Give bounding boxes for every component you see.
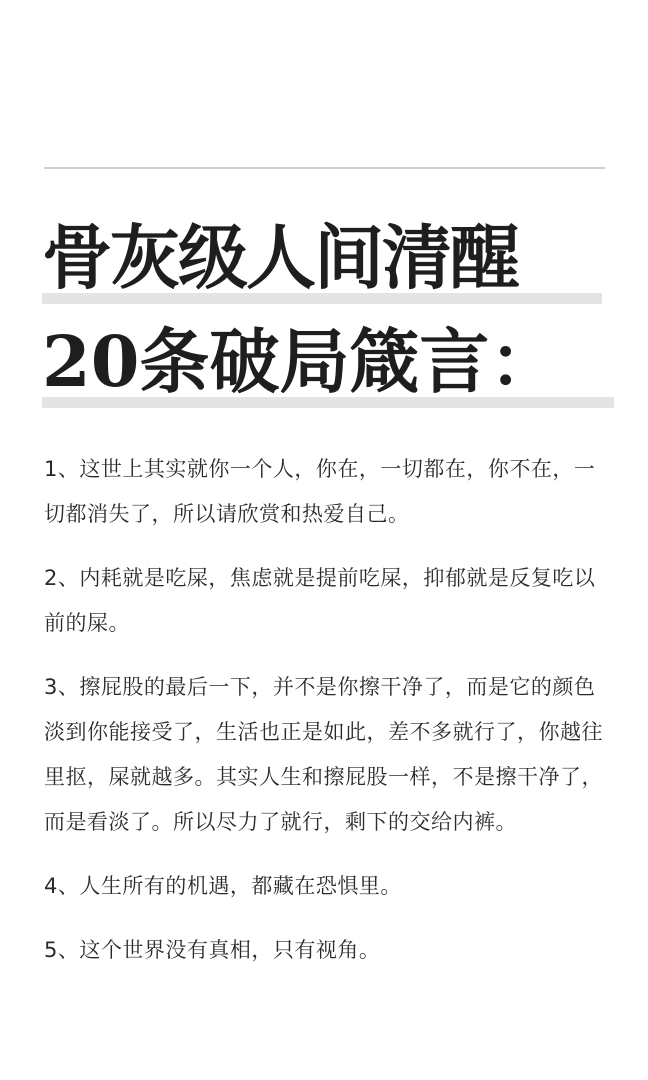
title-text-1: 骨灰级人间清醒 bbox=[42, 216, 518, 299]
quote-item-1: 1、这世上其实就你一个人，你在，一切都在，你不在，一切都消失了，所以请欣赏和热爱自己。 bbox=[44, 457, 596, 526]
title-line-2 bbox=[42, 310, 617, 414]
title-block bbox=[42, 206, 617, 414]
quote-item-5: 5、这个世界没有真相，只有视角。 bbox=[44, 938, 381, 962]
top-divider bbox=[44, 167, 605, 169]
quote-item-4: 4、人生所有的机遇，都藏在恐惧里。 bbox=[44, 874, 402, 898]
quote-item-3: 3、擦屁股的最后一下，并不是你擦干净了，而是它的颜色淡到你能接受了，生活也正是如此，差不多就行了，你越往里抠，屎就越多。其实人生和擦屁股一样，不是擦干净了，而是看淡了。所以尽力了就行，剩下的交给内裤。 bbox=[44, 675, 603, 834]
quote-item-2: 2、内耗就是吃屎，焦虑就是提前吃屎，抑郁就是反复吃以前的屎。 bbox=[44, 566, 596, 635]
quote-list bbox=[44, 447, 604, 992]
title-text-2: 20条破局箴言： bbox=[42, 320, 560, 403]
title-line-1 bbox=[42, 206, 617, 310]
